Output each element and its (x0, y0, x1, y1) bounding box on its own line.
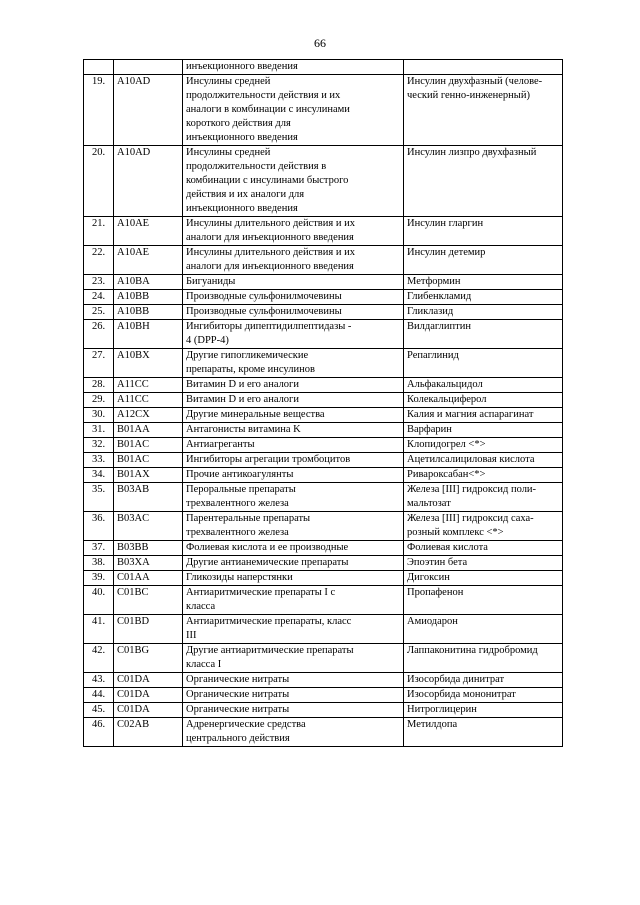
drug-name (404, 349, 563, 378)
row-number: 27. (84, 349, 114, 378)
row-number: 25. (84, 305, 114, 320)
drug-line: ческий генно-инженерный) (407, 90, 530, 101)
atc-code: A10BH (114, 320, 183, 349)
row-number: 26. (84, 320, 114, 349)
group-line: Органические нитраты (186, 689, 290, 700)
group-line: Бигуаниды (186, 276, 236, 287)
group-line: Прочие антикоагулянты (186, 469, 294, 480)
table-row (84, 673, 563, 688)
table-row (84, 393, 563, 408)
group-line: трехвалентного железа (186, 498, 289, 509)
atc-code: C01DA (114, 703, 183, 718)
group-line: Витамин D и его аналоги (186, 394, 299, 405)
group-line: Инсулины длительного действия и их (186, 247, 355, 258)
group-line: Инсулины средней (186, 147, 271, 158)
group-line: Гликозиды наперстянки (186, 572, 293, 583)
drug-name (404, 60, 563, 75)
atc-code: C01BC (114, 586, 183, 615)
group-line: Ингибиторы дипептидилпептидазы - (186, 321, 352, 332)
group-line: Инсулины средней (186, 76, 271, 87)
drug-line: Фолиевая кислота (407, 542, 488, 553)
drug-line: Калия и магния аспарагинат (407, 409, 534, 420)
drug-line: Инсулин лизпро двухфазный (407, 147, 537, 158)
drug-name (404, 408, 563, 423)
drug-line: Глибенкламид (407, 291, 472, 302)
pharmacological-group (183, 60, 404, 75)
drug-name (404, 453, 563, 468)
pharmacological-group (183, 349, 404, 378)
atc-code: A10AD (114, 75, 183, 146)
group-line: Другие антианемические препараты (186, 557, 349, 568)
group-line: Другие гипогликемические (186, 350, 309, 361)
group-line: аналоги для инъекционного введения (186, 232, 354, 243)
row-number (84, 60, 114, 75)
drug-line: Репаглинид (407, 350, 459, 361)
row-number: 24. (84, 290, 114, 305)
group-line: Производные сульфонилмочевины (186, 306, 342, 317)
atc-code: B03XA (114, 556, 183, 571)
atc-code: C01AA (114, 571, 183, 586)
group-line: Антиаритмические препараты I с (186, 587, 336, 598)
drug-name (404, 290, 563, 305)
row-number: 28. (84, 378, 114, 393)
row-number: 30. (84, 408, 114, 423)
drug-line: Инсулин гларгин (407, 218, 484, 229)
table-row (84, 320, 563, 349)
pharmacological-group (183, 305, 404, 320)
pharmacological-group (183, 468, 404, 483)
drug-line: Инсулин двухфазный (челове- (407, 76, 543, 87)
group-line: инъекционного введения (186, 61, 298, 72)
drug-name (404, 512, 563, 541)
table-row (84, 408, 563, 423)
group-line: III (186, 630, 197, 641)
group-line: инъекционного введения (186, 203, 298, 214)
row-number: 20. (84, 146, 114, 217)
atc-code: B01AX (114, 468, 183, 483)
table-row (84, 146, 563, 217)
atc-code: A10AE (114, 217, 183, 246)
atc-code: A10BB (114, 290, 183, 305)
pharmacological-group (183, 408, 404, 423)
drug-line: Ривароксабан<*> (407, 469, 486, 480)
row-number: 44. (84, 688, 114, 703)
group-line: центрального действия (186, 733, 290, 744)
row-number: 32. (84, 438, 114, 453)
drug-line: Метилдопа (407, 719, 458, 730)
group-line: комбинации с инсулинами быстрого (186, 175, 349, 186)
drug-line: Инсулин детемир (407, 247, 486, 258)
group-line: Производные сульфонилмочевины (186, 291, 342, 302)
drug-name (404, 438, 563, 453)
row-number: 39. (84, 571, 114, 586)
pharmacological-group (183, 217, 404, 246)
table-row (84, 217, 563, 246)
table-row (84, 703, 563, 718)
pharmacological-group (183, 718, 404, 747)
drug-line: Колекальциферол (407, 394, 487, 405)
row-number: 31. (84, 423, 114, 438)
drug-table (83, 59, 563, 747)
drug-name (404, 393, 563, 408)
group-line: Антиаритмические препараты, класс (186, 616, 352, 627)
atc-code: B03AB (114, 483, 183, 512)
pharmacological-group (183, 541, 404, 556)
group-line: Антагонисты витамина K (186, 424, 301, 435)
drug-name (404, 217, 563, 246)
atc-code: B03AC (114, 512, 183, 541)
table-row (84, 556, 563, 571)
row-number: 21. (84, 217, 114, 246)
drug-line: Изосорбида мононитрат (407, 689, 516, 700)
row-number: 35. (84, 483, 114, 512)
atc-code (114, 60, 183, 75)
atc-code: B03BB (114, 541, 183, 556)
group-line: действия и их аналоги для (186, 189, 305, 200)
drug-line: Метформин (407, 276, 461, 287)
drug-name (404, 615, 563, 644)
atc-code: C01DA (114, 688, 183, 703)
drug-name (404, 673, 563, 688)
row-number: 19. (84, 75, 114, 146)
drug-line: Вилдаглиптин (407, 321, 471, 332)
pharmacological-group (183, 586, 404, 615)
pharmacological-group (183, 275, 404, 290)
page-number: 66 (314, 36, 326, 50)
atc-code: C01BD (114, 615, 183, 644)
table-row (84, 688, 563, 703)
group-line: Адренергические средства (186, 719, 306, 730)
drug-name (404, 718, 563, 747)
drug-name (404, 586, 563, 615)
atc-code: C02AB (114, 718, 183, 747)
group-line: Ингибиторы агрегации тромбоцитов (186, 454, 351, 465)
table-row (84, 378, 563, 393)
atc-code: A10BX (114, 349, 183, 378)
group-line: продолжительности действия в (186, 161, 327, 172)
drug-name (404, 468, 563, 483)
drug-name (404, 423, 563, 438)
drug-name (404, 688, 563, 703)
group-line: Другие минеральные вещества (186, 409, 325, 420)
drug-line: Лаппаконитина гидробромид (407, 645, 538, 656)
pharmacological-group (183, 246, 404, 275)
table-row (84, 453, 563, 468)
row-number: 34. (84, 468, 114, 483)
drug-line: Изосорбида динитрат (407, 674, 505, 685)
pharmacological-group (183, 423, 404, 438)
drug-name (404, 541, 563, 556)
atc-code: B01AA (114, 423, 183, 438)
table-row (84, 571, 563, 586)
group-line: Антиагреганты (186, 439, 255, 450)
group-line: Витамин D и его аналоги (186, 379, 299, 390)
atc-code: A11CC (114, 393, 183, 408)
drug-name (404, 275, 563, 290)
table-row (84, 349, 563, 378)
group-line: аналоги для инъекционного введения (186, 261, 354, 272)
pharmacological-group (183, 615, 404, 644)
pharmacological-group (183, 556, 404, 571)
table-row (84, 75, 563, 146)
atc-code: A10BA (114, 275, 183, 290)
drug-name (404, 320, 563, 349)
row-number: 36. (84, 512, 114, 541)
pharmacological-group (183, 438, 404, 453)
pharmacological-group (183, 378, 404, 393)
pharmacological-group (183, 483, 404, 512)
group-line: 4 (DPP-4) (186, 335, 229, 346)
group-line: короткого действия для (186, 118, 291, 129)
row-number: 37. (84, 541, 114, 556)
drug-line: Нитроглицерин (407, 704, 477, 715)
row-number: 41. (84, 615, 114, 644)
pharmacological-group (183, 393, 404, 408)
pharmacological-group (183, 512, 404, 541)
drug-line: Ацетилсалициловая кислота (407, 454, 535, 465)
row-number: 40. (84, 586, 114, 615)
row-number: 23. (84, 275, 114, 290)
group-line: трехвалентного железа (186, 527, 289, 538)
atc-code: A10BB (114, 305, 183, 320)
group-line: инъекционного введения (186, 132, 298, 143)
pharmacological-group (183, 290, 404, 305)
drug-name (404, 75, 563, 146)
group-line: препараты, кроме инсулинов (186, 364, 315, 375)
atc-code: B01AC (114, 438, 183, 453)
drug-name (404, 644, 563, 673)
group-line: класса I (186, 659, 222, 670)
drug-name (404, 703, 563, 718)
drug-name (404, 146, 563, 217)
pharmacological-group (183, 703, 404, 718)
pharmacological-group (183, 673, 404, 688)
table-row (84, 305, 563, 320)
drug-name (404, 571, 563, 586)
row-number: 42. (84, 644, 114, 673)
drug-name (404, 305, 563, 320)
table-row (84, 718, 563, 747)
table-body (84, 60, 563, 747)
drug-line: Железа [III] гидроксид саха- (407, 513, 534, 524)
pharmacological-group (183, 453, 404, 468)
row-number: 46. (84, 718, 114, 747)
drug-name (404, 246, 563, 275)
pharmacological-group (183, 146, 404, 217)
group-line: Парентеральные препараты (186, 513, 311, 524)
drug-line: розный комплекс <*> (407, 527, 504, 538)
drug-line: Гликлазид (407, 306, 454, 317)
drug-line: Пропафенон (407, 587, 464, 598)
atc-code: C01BG (114, 644, 183, 673)
atc-code: A10AD (114, 146, 183, 217)
drug-line: мальтозат (407, 498, 451, 509)
table-row (84, 423, 563, 438)
atc-code: A10AE (114, 246, 183, 275)
pharmacological-group (183, 320, 404, 349)
table-row (84, 644, 563, 673)
pharmacological-group (183, 644, 404, 673)
row-number: 45. (84, 703, 114, 718)
row-number: 43. (84, 673, 114, 688)
table-row (84, 483, 563, 512)
table-row (84, 468, 563, 483)
drug-name (404, 378, 563, 393)
drug-line: Клопидогрел <*> (407, 439, 486, 450)
row-number: 22. (84, 246, 114, 275)
atc-code: B01AC (114, 453, 183, 468)
drug-line: Эпоэтин бета (407, 557, 468, 568)
row-number: 33. (84, 453, 114, 468)
table-row (84, 541, 563, 556)
group-line: продолжительности действия и их (186, 90, 341, 101)
group-line: класса (186, 601, 216, 612)
pharmacological-group (183, 75, 404, 146)
drug-line: Дигоксин (407, 572, 450, 583)
pharmacological-group (183, 571, 404, 586)
table-row (84, 246, 563, 275)
table-row (84, 290, 563, 305)
group-line: Органические нитраты (186, 704, 290, 715)
table-row (84, 586, 563, 615)
table-row (84, 60, 563, 75)
drug-line: Альфакальцидол (407, 379, 483, 390)
drug-name (404, 556, 563, 571)
table-row (84, 438, 563, 453)
group-line: Инсулины длительного действия и их (186, 218, 355, 229)
table-row (84, 615, 563, 644)
table-row (84, 275, 563, 290)
pharmacological-group (183, 688, 404, 703)
atc-code: A12CX (114, 408, 183, 423)
group-line: Фолиевая кислота и ее производные (186, 542, 349, 553)
group-line: Пероральные препараты (186, 484, 296, 495)
drug-line: Варфарин (407, 424, 452, 435)
group-line: Другие антиаритмические препараты (186, 645, 354, 656)
group-line: аналоги в комбинации с инсулинами (186, 104, 350, 115)
row-number: 29. (84, 393, 114, 408)
group-line: Органические нитраты (186, 674, 290, 685)
atc-code: C01DA (114, 673, 183, 688)
row-number: 38. (84, 556, 114, 571)
drug-line: Амиодарон (407, 616, 458, 627)
drug-name (404, 483, 563, 512)
atc-code: A11CC (114, 378, 183, 393)
drug-line: Железа [III] гидроксид поли- (407, 484, 537, 495)
table-row (84, 512, 563, 541)
